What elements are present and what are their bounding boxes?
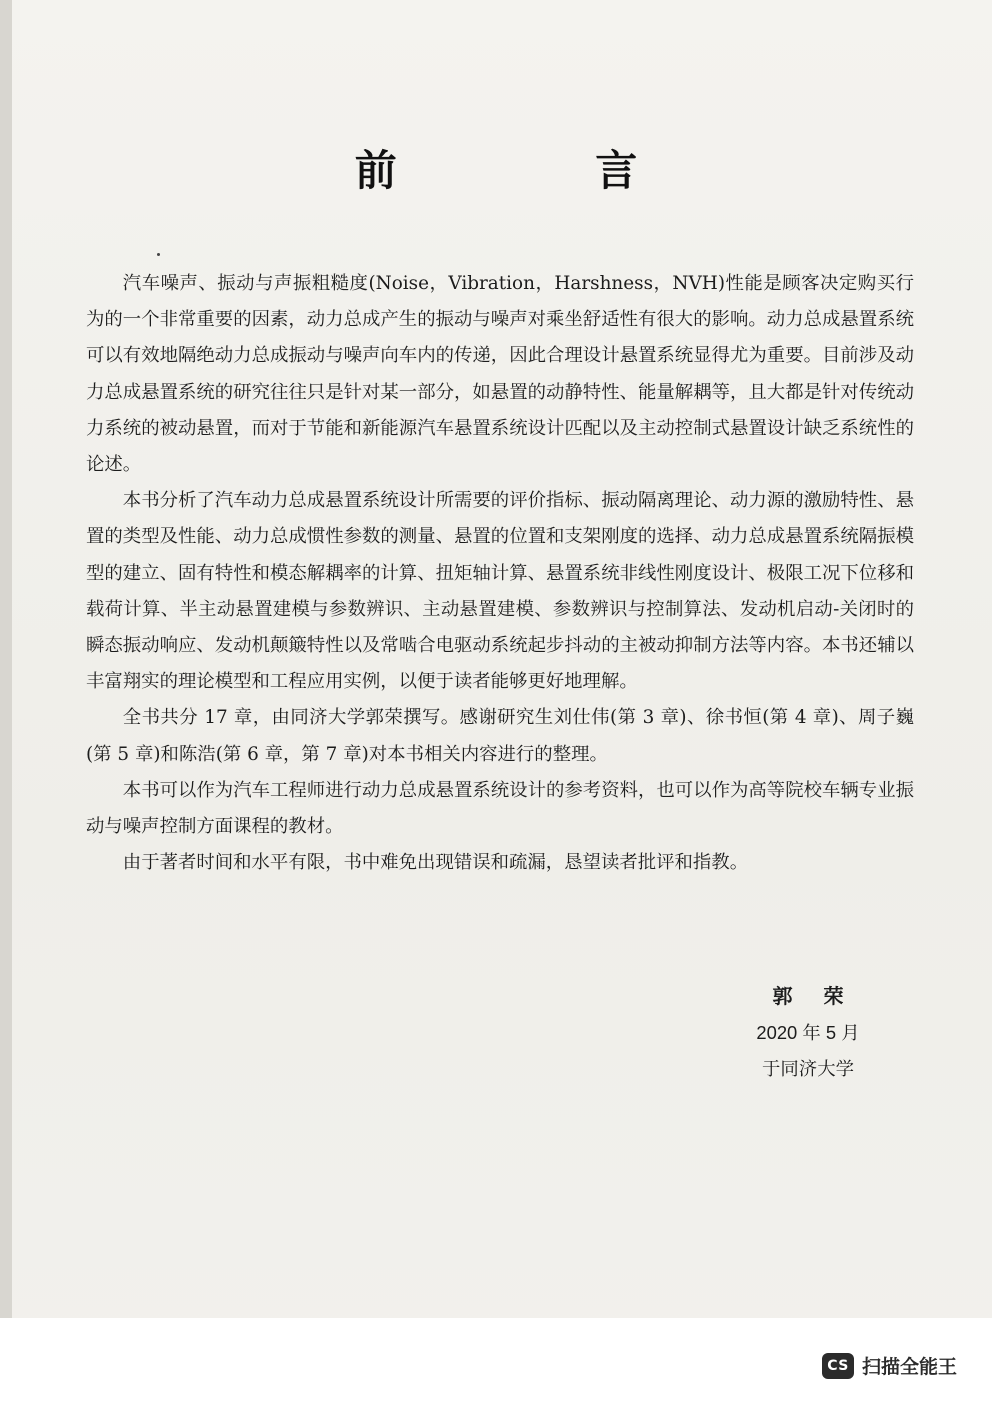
- speck: [157, 253, 160, 256]
- page-title: 前 言: [354, 146, 730, 195]
- signature-block: [748, 978, 868, 1088]
- paragraph-5: 由于著者时间和水平有限，书中难免出现错误和疏漏，恳望读者批评和指教。: [122, 852, 749, 874]
- author-name: 郭 荣: [772, 984, 856, 1008]
- paragraph-4: 本书可以作为汽车工程师进行动力总成悬置系统设计的参考资料，也可以作为高等院校车辆专业振动与噪声控制方面课程的教材。: [86, 779, 914, 838]
- watermark-label: 扫描全能王: [862, 1356, 958, 1378]
- camscanner-watermark: [822, 1352, 957, 1379]
- paragraph-1: 汽车噪声、振动与声振粗糙度(Noise，Vibration，Harshness，NVH)性能是顾客决定购买行为的一个非常重要的因素，动力总成产生的振动与噪声对乘坐舒适性有很大的影响。动力总成悬置系统可以有效地隔绝动力总成振动与噪声向车内的传递，因此合理设计悬置系统显得尤为重要。目前涉及动力总成悬置系统的研究往往只是针对某一部分，如悬置的动静特性、能量解耦等，且大都是针对传统动力系统的被动悬置，而对于节能和新能源汽车悬置系统设计匹配以及主动控制式悬置设计缺乏系统性的论述。: [86, 273, 914, 476]
- paragraph-3: 全书共分 17 章，由同济大学郭荣撰写。感谢研究生刘仕伟(第 3 章)、徐书恒(第 4 章)、周子巍(第 5 章)和陈浩(第 6 章，第 7 章)对本书相关内容进行的整理。: [86, 707, 914, 765]
- preface-body: [86, 266, 914, 881]
- signature-date: 2020 年 5 月: [756, 1021, 860, 1043]
- camscanner-logo-icon: CS: [822, 1353, 854, 1379]
- paragraph-2: 本书分析了汽车动力总成悬置系统设计所需要的评价指标、振动隔离理论、动力源的激励特性、悬置的类型及性能、动力总成惯性参数的测量、悬置的位置和支架刚度的选择、动力总成悬置系统隔振模型的建立、固有特性和模态解耦率的计算、扭矩轴计算、悬置系统非线性刚度设计、极限工况下位移和载荷计算、半主动悬置建模与参数辨识、主动悬置建模、参数辨识与控制算法、发动机启动-关闭时的瞬态振动响应、发动机颠簸特性以及常啮合电驱动系统起步抖动的主被动抑制方法等内容。本书还辅以丰富翔实的理论模型和工程应用实例，以便于读者能够更好地理解。: [86, 490, 914, 693]
- signature-place: 于同济大学: [762, 1058, 854, 1079]
